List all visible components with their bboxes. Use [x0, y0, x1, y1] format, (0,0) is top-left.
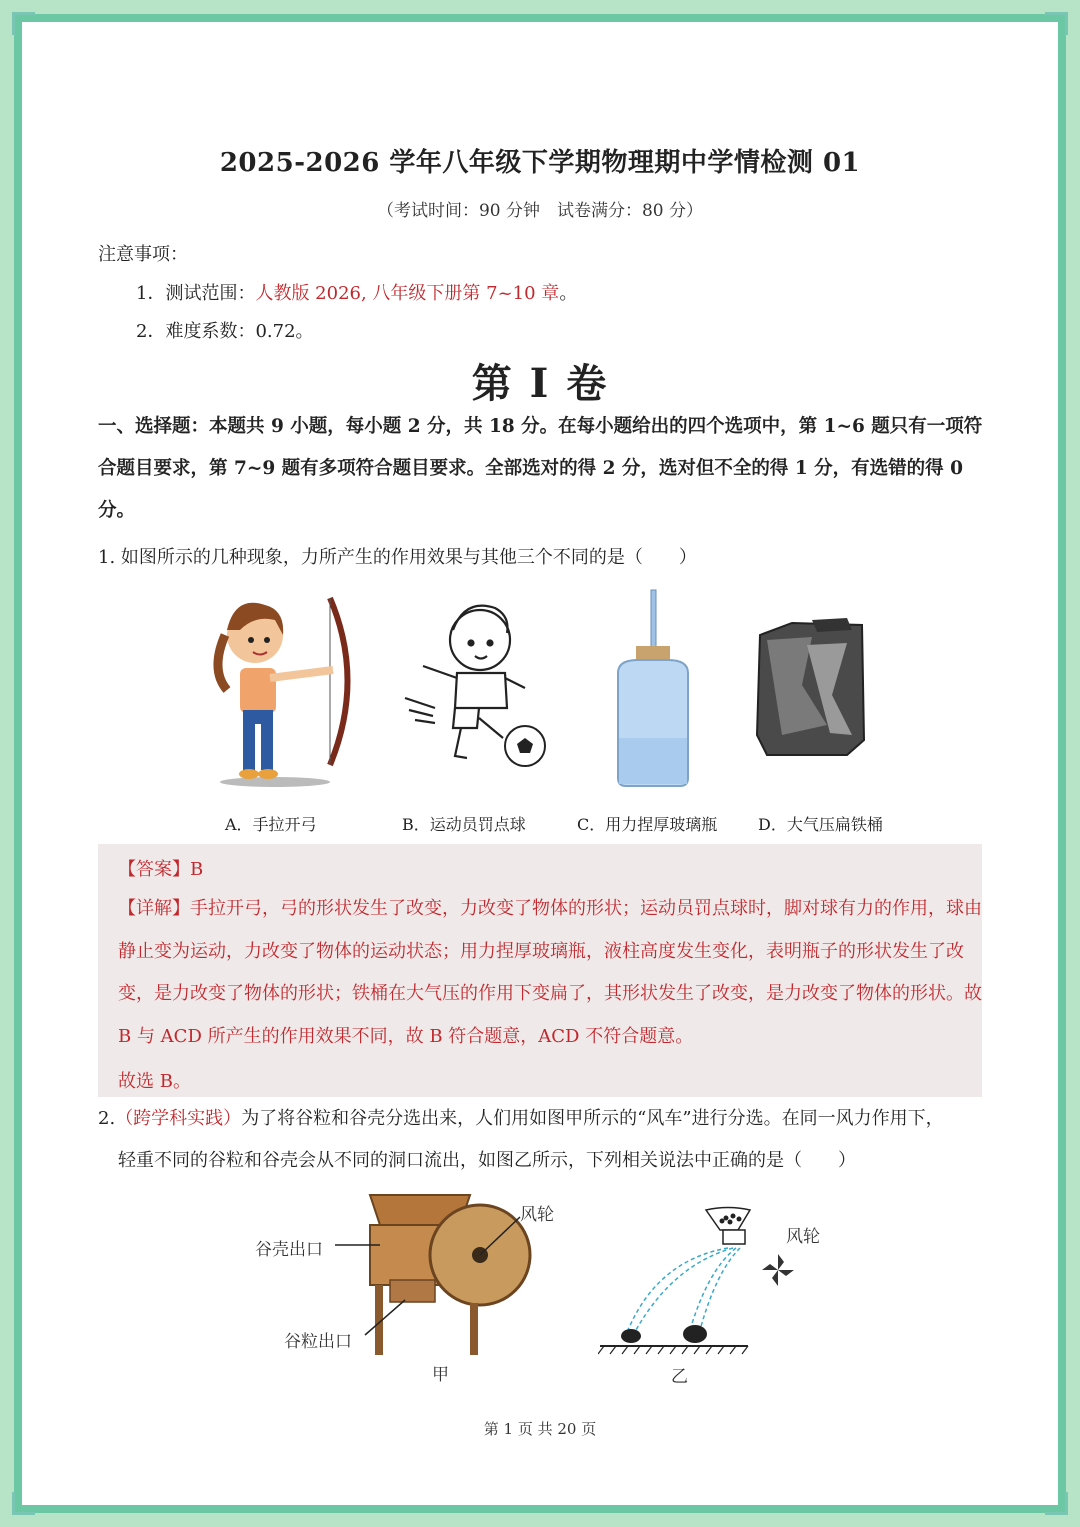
- question-1-stem: 1. 如图所示的几种现象，力所产生的作用效果与其他三个不同的是（ ）: [98, 547, 697, 568]
- option-c-caption: C．用力捏厚玻璃瓶: [577, 815, 718, 834]
- question-2-tag: （跨学科实践）: [115, 1108, 242, 1129]
- option-a-caption: A．手拉开弓: [225, 815, 317, 834]
- question-2-line-2: 轻重不同的谷粒和谷壳会从不同的洞口流出，如图乙所示，下列相关说法中正确的是（ ）: [118, 1150, 856, 1171]
- corner-ornament: [1045, 12, 1068, 35]
- label-grain-outlet: 谷粒出口: [284, 1332, 352, 1352]
- figure-grain-trajectories: [598, 1200, 758, 1360]
- label-figure-jia: 甲: [432, 1365, 449, 1385]
- label-husk-outlet: 谷壳出口: [255, 1240, 323, 1260]
- figure-girl-bow: [205, 590, 365, 790]
- answer-conclusion: 故选 B。: [118, 1071, 191, 1092]
- corner-ornament: [1045, 1492, 1068, 1515]
- volume-heading: 第 I 卷: [471, 360, 609, 407]
- label-wind-wheel-2: 风轮: [786, 1227, 820, 1247]
- label-wind-wheel: 风轮: [520, 1205, 554, 1225]
- notice-item-1-prefix: 1．测试范围：: [136, 283, 256, 304]
- corner-ornament: [12, 12, 35, 35]
- figure-boy-kicking-ball: [395, 588, 555, 773]
- answer-line: 【答案】B: [118, 859, 204, 880]
- wind-wheel-icon: [760, 1252, 796, 1288]
- option-b-caption: B．运动员罚点球: [402, 815, 526, 834]
- section-instructions: 一、选择题：本题共 9 小题，每小题 2 分，共 18 分。在每小题给出的四个选项中，第 1~6 题只有一项符合题目要求，第 7~9 题有多项符合题目要求。全部选对的得 2 分，选对但不全的得 1 分，有选错的得 0 分。: [98, 416, 983, 521]
- notice-item-2: 2．难度系数：0.72。: [136, 321, 314, 342]
- option-d-caption: D．大气压扁铁桶: [758, 815, 883, 834]
- label-figure-yi: 乙: [671, 1367, 688, 1387]
- page-footer: 第 1 页 共 20 页: [483, 1420, 597, 1438]
- exam-title: 2025-2026 学年八年级下学期物理期中学情检测 01: [219, 148, 861, 178]
- corner-ornament: [12, 1492, 35, 1515]
- question-2-number: 2.: [98, 1108, 116, 1129]
- question-2-line-1: [98, 1098, 988, 1140]
- notice-item-1-suffix: 。: [559, 283, 578, 304]
- figure-glass-bottle: [608, 588, 698, 788]
- notice-heading: 注意事项：: [98, 244, 188, 265]
- notice-item-1: [136, 279, 577, 305]
- question-2-stem-1: 为了将谷粒和谷壳分选出来，人们用如图甲所示的“风车”进行分选。在同一风力作用下，: [241, 1108, 944, 1129]
- exam-subtitle: （考试时间：90 分钟 试卷满分：80 分）: [376, 201, 704, 221]
- notice-item-1-scope: 人教版 2026, 八年级下册第 7~10 章: [255, 283, 560, 304]
- figure-crushed-iron-can: [752, 615, 872, 760]
- answer-detail: 【详解】手拉开弓，弓的形状发生了改变，力改变了物体的形状；运动员罚点球时，脚对球有力的作用，球由静止变为运动，力改变了物体的运动状态；用力捏厚玻璃瓶，液柱高度发生变化，表明瓶子的形状发生了改变，是力改变了物体的形状；铁桶在大气压的作用下变扁了，其形状发生了改变，是力改变了物体的形状。故 B 与 ACD 所产生的作用效果不同，故 B 符合题意，ACD 不符合题意。: [118, 898, 982, 1047]
